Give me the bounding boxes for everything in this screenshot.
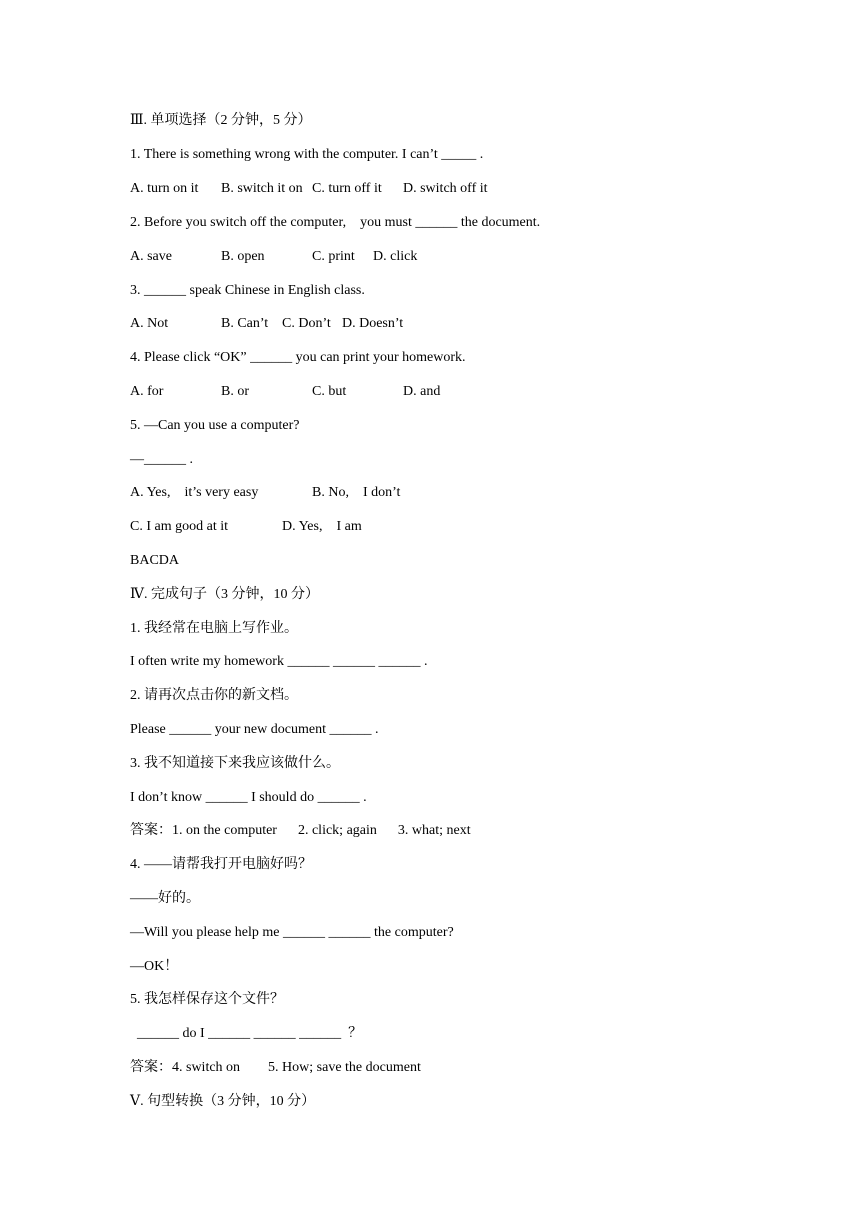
option-a: A. Not: [130, 316, 169, 331]
sentence-5-english: ______ do I ______ ______ ______ ？: [130, 1026, 363, 1041]
option-d: D. and: [403, 384, 441, 399]
section-4-answer-1: 答案：1. on the computer 2. click; again 3. what; next: [130, 823, 471, 838]
question-3: 3. ______ speak Chinese in English class.: [130, 283, 365, 298]
sentence-4-english-line-1: —Will you please help me ______ ______ the computer?: [130, 925, 454, 940]
option-c: C. but: [312, 384, 347, 399]
option-c: C. print: [312, 249, 355, 264]
sentence-3-english: I don’t know ______ I should do ______ .: [130, 790, 367, 805]
section-5-title: Ⅴ. 句型转换（3 分钟，10 分）: [130, 1094, 316, 1109]
question-4: 4. Please click “OK” ______ you can print your homework.: [130, 350, 466, 365]
option-c: C. I am good at it: [130, 519, 228, 534]
option-a: A. for: [130, 384, 164, 399]
question-5-options-row-2: [130, 517, 730, 537]
option-b: B. open: [221, 249, 265, 264]
section-3-title: Ⅲ. 单项选择（2 分钟，5 分）: [130, 113, 312, 128]
option-d: D. Yes, I am: [282, 519, 362, 534]
section-4-answer-2: 答案：4. switch on 5. How; save the document: [130, 1060, 421, 1075]
question-4-options: [130, 382, 730, 402]
section-4-title: Ⅳ. 完成句子（3 分钟，10 分）: [130, 587, 319, 602]
sentence-2-chinese: 2. 请再次点击你的新文档。: [130, 688, 298, 703]
option-a: A. Yes, it’s very easy: [130, 485, 259, 500]
sentence-4-chinese-line-2: ——好的。: [130, 891, 200, 906]
option-c: C. Don’t: [282, 316, 331, 331]
question-3-options: [130, 314, 730, 334]
sentence-1-english: I often write my homework ______ ______ ______ .: [130, 654, 428, 669]
option-a: A. turn on it: [130, 181, 199, 196]
section-3-answer: BACDA: [130, 553, 180, 568]
sentence-1-chinese: 1. 我经常在电脑上写作业。: [130, 621, 298, 636]
option-b: B. No, I don’t: [312, 485, 401, 500]
question-1-options: [130, 179, 730, 199]
sentence-3-chinese: 3. 我不知道接下来我应该做什么。: [130, 756, 340, 771]
option-b: B. switch it on: [221, 181, 303, 196]
question-5-options-row-1: [130, 483, 730, 503]
sentence-5-chinese: 5. 我怎样保存这个文件？: [130, 992, 284, 1007]
question-1: 1. There is something wrong with the computer. I can’t _____ .: [130, 147, 484, 162]
question-2: 2. Before you switch off the computer, you must ______ the document.: [130, 215, 541, 230]
option-d: D. click: [373, 249, 418, 264]
option-d: D. switch off it: [403, 181, 488, 196]
sentence-4-english-line-2: —OK！: [130, 959, 179, 974]
sentence-4-chinese-line-1: 4. ——请帮我打开电脑好吗？: [130, 857, 312, 872]
question-2-options: [130, 247, 730, 267]
option-a: A. save: [130, 249, 172, 264]
option-b: B. Can’t: [221, 316, 269, 331]
option-b: B. or: [221, 384, 249, 399]
option-d: D. Doesn’t: [342, 316, 404, 331]
question-5-reply: —______ .: [130, 452, 193, 467]
sentence-2-english: Please ______ your new document ______ .: [130, 722, 379, 737]
option-c: C. turn off it: [312, 181, 382, 196]
question-5: 5. —Can you use a computer?: [130, 418, 300, 433]
